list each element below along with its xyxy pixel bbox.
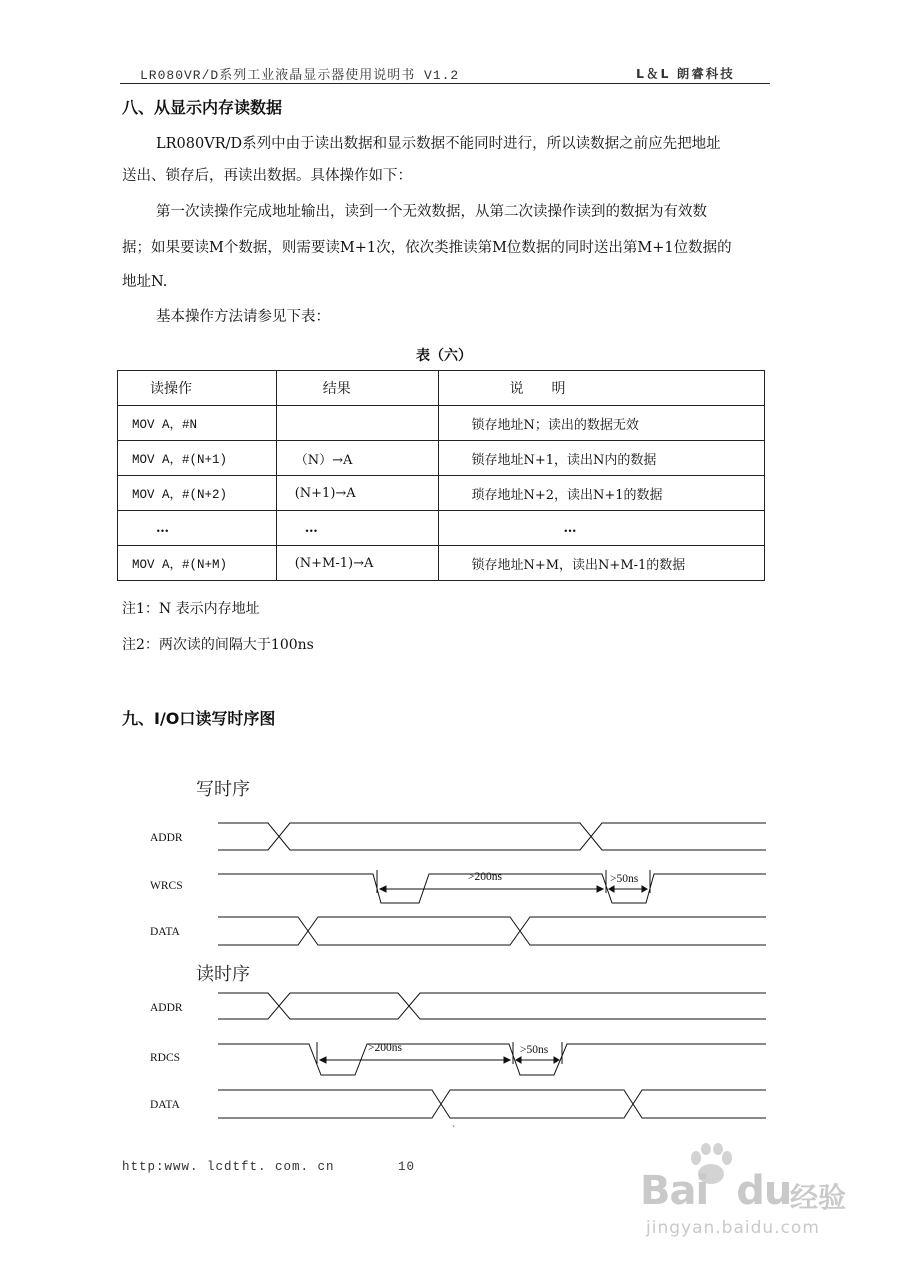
read-addr-wave bbox=[218, 993, 766, 1019]
signal-label-addr: ADDR bbox=[150, 1002, 183, 1014]
arrow-left bbox=[380, 886, 386, 892]
timing-label-50ns: >50ns bbox=[520, 1044, 549, 1056]
signal-label-addr: ADDR bbox=[150, 832, 183, 844]
section8-heading: 八、从显示内存读数据 bbox=[122, 98, 283, 117]
timing-titles bbox=[196, 779, 250, 985]
arrow-right bbox=[597, 886, 603, 892]
table-cell: MOV A，#(N+1) bbox=[118, 441, 277, 476]
table-cell: MOV A，#N bbox=[118, 406, 277, 441]
arrow-left bbox=[609, 886, 614, 892]
table-cell: （N）→A bbox=[276, 441, 439, 476]
arrow-right bbox=[504, 1057, 510, 1063]
para2-line2: 据；如果要读M个数据，则需要读M+1次，依次类推读第M位数据的同时送出第M+1位数据的 bbox=[122, 240, 732, 256]
table-cell: 锁存地址N+1，读出N内的数据 bbox=[439, 441, 765, 476]
header-company: L＆L 朗睿科技 bbox=[636, 66, 735, 81]
watermark-brand bbox=[640, 1168, 791, 1214]
stray-mark: ` bbox=[452, 1124, 455, 1134]
table-cell: … bbox=[439, 511, 765, 546]
arrow-right bbox=[554, 1057, 559, 1063]
watermark-cn: 经验 bbox=[790, 1181, 847, 1214]
table-header-cell: 读操作 bbox=[118, 371, 277, 406]
arrow-right bbox=[642, 886, 647, 892]
table-cell: … bbox=[118, 511, 277, 546]
para3: 基本操作方法请参见下表： bbox=[156, 309, 330, 325]
read-timing-title: 读时序 bbox=[196, 964, 250, 985]
timing-waveforms bbox=[218, 823, 766, 1118]
table-cell: (N+1)→A bbox=[276, 476, 439, 511]
arrow-left bbox=[320, 1057, 326, 1063]
timing-label-50ns: >50ns bbox=[610, 873, 639, 885]
footer-url: http:www. lcdtft. com. cn bbox=[122, 1160, 335, 1174]
watermark-brand-bai: Bai bbox=[640, 1168, 709, 1214]
signal-label-data: DATA bbox=[150, 1099, 180, 1111]
para2-line1: 第一次读操作完成地址输出，读到一个无效数据，从第二次读操作读到的数据为有效数 bbox=[156, 204, 707, 220]
timing-label-200ns: >200ns bbox=[468, 871, 502, 883]
write-data-wave bbox=[218, 917, 766, 945]
signal-label-data: DATA bbox=[150, 926, 180, 938]
table-cell: MOV A，#(N+M) bbox=[118, 546, 277, 581]
baidu-watermark bbox=[640, 1150, 870, 1250]
write-addr-wave bbox=[218, 823, 766, 850]
watermark-brand-du: du bbox=[736, 1168, 792, 1214]
para1-line2: 送出、锁存后，再读出数据。具体操作如下： bbox=[122, 168, 412, 184]
watermark-url: jingyan.baidu.com bbox=[646, 1218, 820, 1238]
para2-line3: 地址N. bbox=[122, 274, 168, 290]
signal-label-wrcs: WRCS bbox=[150, 880, 183, 892]
table-cell: 锁存地址N+M，读出N+M-1的数据 bbox=[439, 546, 765, 581]
table-cell: (N+M-1)→A bbox=[276, 546, 439, 581]
note-2: 注2：两次读的间隔大于100ns bbox=[122, 637, 314, 653]
note-1: 注1：N 表示内存地址 bbox=[122, 601, 260, 617]
table-cell: 琐存地址N+2，读出N+1的数据 bbox=[439, 476, 765, 511]
write-timing-title: 写时序 bbox=[196, 779, 250, 800]
section9-heading: 九、I/O口读写时序图 bbox=[122, 709, 276, 728]
header-title: LR080VR/D系列工业液晶显示器使用说明书 V1.2 bbox=[140, 68, 460, 83]
table-header-cell: 说 明 bbox=[439, 371, 765, 406]
read-data-wave bbox=[218, 1090, 766, 1118]
footer-page-number: 10 bbox=[398, 1160, 416, 1174]
table-cell: … bbox=[276, 511, 439, 546]
table-header-cell: 结果 bbox=[276, 371, 439, 406]
table-caption: 表（六） bbox=[416, 348, 472, 364]
table-cell: 锁存地址N；读出的数据无效 bbox=[439, 406, 765, 441]
para1-line1: LR080VR/D系列中由于读出数据和显示数据不能同时进行，所以读数据之前应先把地址 bbox=[156, 136, 721, 152]
arrow-left bbox=[516, 1057, 521, 1063]
table-cell: MOV A，#(N+2) bbox=[118, 476, 277, 511]
timing-label-200ns: >200ns bbox=[368, 1042, 402, 1054]
signal-label-rdcs: RDCS bbox=[150, 1052, 181, 1064]
